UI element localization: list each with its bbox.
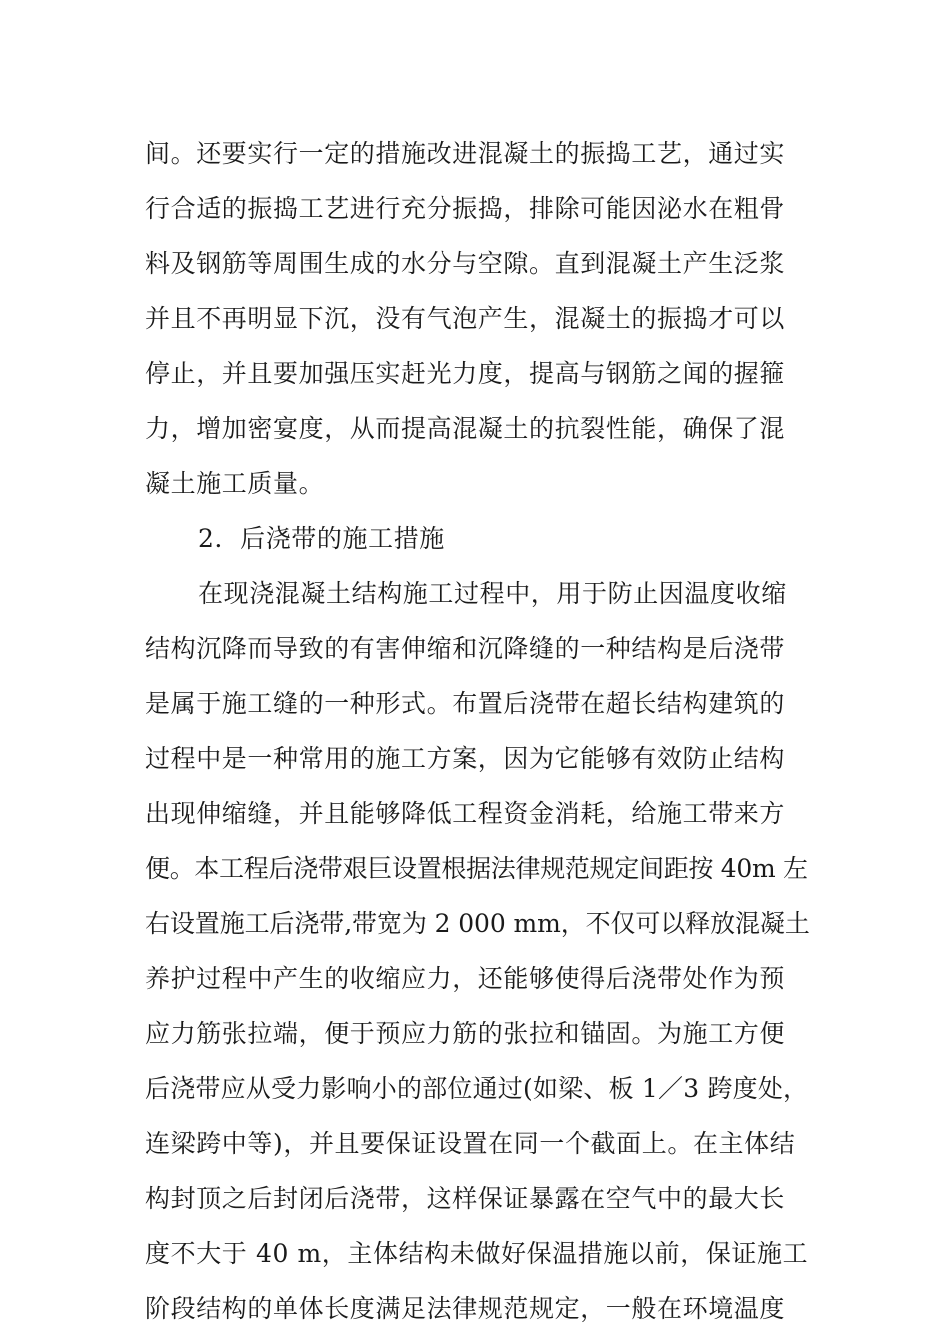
text-line: 是属于施工缝的一种形式。布置后浇带在超长结构建筑的 bbox=[145, 689, 786, 718]
text-line: 应力筋张拉端，便于预应力筋的张拉和锚固。为施工方便 bbox=[145, 1019, 786, 1048]
text-line: 结构沉降而导致的有害伸缩和沉降缝的一种结构是后浇带 bbox=[145, 634, 786, 663]
text-line: 养护过程中产生的收缩应力，还能够使得后浇带处作为预 bbox=[145, 964, 786, 993]
text-line: 过程中是一种常用的施工方案，因为它能够有效防止结构 bbox=[145, 744, 786, 773]
text-line: 构封顶之后封闭后浇带，这样保证暴露在空气中的最大长 bbox=[145, 1184, 786, 1213]
section-heading: 2．后浇带的施工措施 bbox=[198, 524, 445, 553]
text-line: 后浇带应从受力影响小的部位通过(如梁、板 1／3 跨度处， bbox=[145, 1074, 809, 1103]
text-line: 阶段结构的单体长度满足法律规范规定，一般在环境温度 bbox=[145, 1294, 786, 1323]
text-line: 并且不再明显下沉，没有气泡产生，混凝土的振捣才可以 bbox=[145, 304, 786, 333]
text-line: 出现伸缩缝，并且能够降低工程资金消耗，给施工带来方 bbox=[145, 799, 786, 828]
text-line: 便。本工程后浇带艰巨设置根据法律规范规定间距按 40m 左 bbox=[145, 854, 808, 883]
text-line: 连梁跨中等)，并且要保证设置在同一个截面上。在主体结 bbox=[145, 1129, 796, 1158]
text-line: 料及钢筋等周围生成的水分与空隙。直到混凝土产生泛浆 bbox=[145, 249, 786, 278]
text-line: 停止，并且要加强压实赶光力度，提高与钢筋之闻的握箍 bbox=[145, 359, 786, 388]
text-line: 右设置施工后浇带,带宽为 2 000 mm，不仅可以释放混凝土 bbox=[145, 909, 810, 938]
body-text bbox=[145, 126, 810, 1336]
text-line: 行合适的振捣工艺进行充分振捣，排除可能因泌水在粗骨 bbox=[145, 194, 786, 223]
text-line: 度不大于 40 m，主体结构未做好保温措施以前，保证施工 bbox=[145, 1239, 809, 1268]
text-line: 凝土施工质量。 bbox=[145, 469, 325, 498]
text-line: 间。还要实行一定的措施改进混凝土的振捣工艺，通过实 bbox=[145, 139, 786, 168]
text-line: 力，增加密宴度，从而提高混凝土的抗裂性能，确保了混 bbox=[145, 414, 786, 443]
paragraph-start-line: 在现浇混凝土结构施工过程中，用于防止因温度收缩 bbox=[198, 579, 787, 608]
